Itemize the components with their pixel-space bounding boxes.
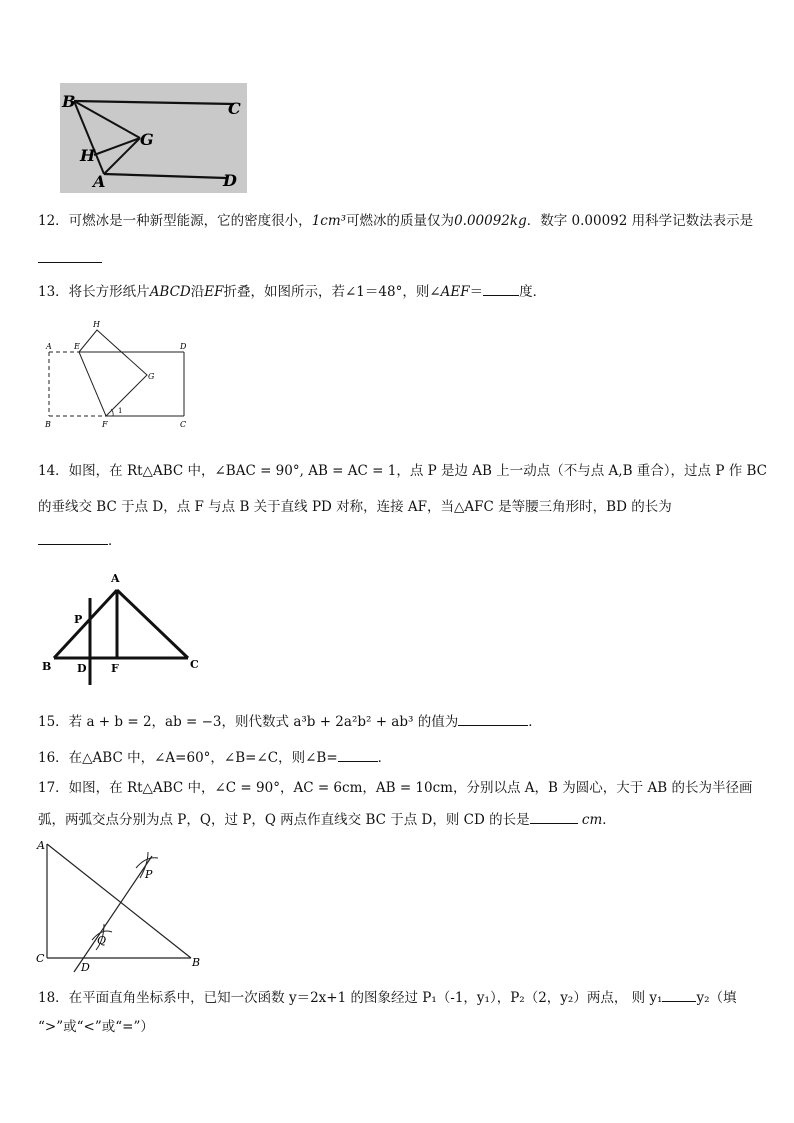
q17-label-b: B xyxy=(192,956,201,969)
q13-label-d: D xyxy=(180,342,187,351)
q14-answer-blank[interactable] xyxy=(38,530,108,545)
q14-line3 xyxy=(38,530,122,551)
q12-unit: 1cm³ xyxy=(311,213,347,229)
q14-line2: 的垂线交 BC 于点 D，点 F 与点 B 关于直线 PD 对称，连接 AF，当△AFC 是等腰三角形时，BD 的长为 xyxy=(38,499,672,515)
q13-text-a: 13．将长方形纸片 xyxy=(38,284,150,300)
q13-aef: AEF xyxy=(440,284,470,300)
q17-unit: cm xyxy=(581,812,603,828)
q14-label-p: P xyxy=(74,613,83,626)
q17-label-q: Q xyxy=(97,934,107,947)
q14-figure xyxy=(40,568,210,688)
q14-label-b: B xyxy=(42,660,52,673)
q13-label-e: E xyxy=(74,342,80,351)
q13-answer-blank[interactable] xyxy=(483,281,519,296)
q14-label-c: C xyxy=(190,658,199,671)
q12-text-b: 可燃冰的质量仅为 xyxy=(346,213,455,229)
q14-line1: 14．如图，在 Rt△ABC 中，∠BAC = 90°, AB = AC = 1，点 P 是边 AB 上一动点（不与点 A,B 重合），过点 P 作 BC xyxy=(38,463,767,479)
q17-line2 xyxy=(38,809,616,830)
q16-text: 16．在△ABC 中，∠A=60°，∠B=∠C，则∠B= xyxy=(38,750,338,766)
q11-label-d: D xyxy=(223,171,237,190)
q13-text-d: ＝ xyxy=(469,284,484,300)
q11-label-g: G xyxy=(140,130,154,149)
q14-label-f: F xyxy=(111,662,119,675)
q15-text: 15．若 a + b = 2，ab = −3，则代数式 a³b + 2a²b² + ab³ 的值为 xyxy=(38,714,459,730)
q17-answer-blank[interactable] xyxy=(530,809,578,824)
q12-text-a: 12．可燃冰是一种新型能源，它的密度很小， xyxy=(38,213,312,229)
q11-label-h: H xyxy=(80,146,96,165)
q17-end: ． xyxy=(602,812,616,828)
q12-line2 xyxy=(38,248,102,269)
q17-text: 弧，两弧交点分别为点 P，Q，过 P，Q 两点作直线交 BC 于点 D，则 CD 的长是 xyxy=(38,812,530,828)
q18-text-b: y₂（填 xyxy=(696,990,737,1006)
q17-label-a: A xyxy=(37,839,45,852)
q17-label-c: C xyxy=(36,952,45,965)
q16-answer-blank[interactable] xyxy=(338,747,378,762)
q16-end: ． xyxy=(377,750,392,766)
q14-end: ． xyxy=(108,533,122,549)
q13-label-c: C xyxy=(180,420,187,429)
q18-line1 xyxy=(38,987,737,1008)
q13-label-h: H xyxy=(93,320,100,329)
q11-label-b: B xyxy=(62,92,76,111)
q15-answer-blank[interactable] xyxy=(458,711,528,726)
q16-line xyxy=(38,747,391,768)
q13-label-a: A xyxy=(46,342,52,351)
q13-line xyxy=(38,281,546,302)
q18-line2: “>”或“<”或“=”） xyxy=(38,1019,154,1035)
q13-text-e: 度． xyxy=(519,284,547,300)
q18-text-a: 18．在平面直角坐标系中，已知一次函数 y＝2x+1 的图象经过 P₁（-1，y₁），P₂（2，y₂）两点， 则 y₁ xyxy=(38,990,663,1006)
q13-ef: EF xyxy=(204,284,224,300)
q11-label-c: C xyxy=(228,99,241,118)
q13-label-1: 1 xyxy=(118,407,123,415)
q12-line1 xyxy=(38,211,753,231)
q14-label-a: A xyxy=(111,572,120,585)
q11-figure-photo xyxy=(60,83,247,193)
q17-line1: 17．如图，在 Rt△ABC 中，∠C = 90°，AC = 6cm，AB = 10cm，分别以点 A，B 为圆心，大于 AB 的长为半径画 xyxy=(38,780,753,796)
q18-answer-blank[interactable] xyxy=(662,987,696,1002)
q13-label-g: G xyxy=(148,372,155,381)
q15-end: ． xyxy=(528,714,542,730)
q17-label-d: D xyxy=(81,961,90,974)
q13-label-b: B xyxy=(45,420,51,429)
q15-line xyxy=(38,711,542,732)
q13-label-f: F xyxy=(102,420,108,429)
q11-label-a: A xyxy=(93,172,106,191)
q13-text-c: 折叠，如图所示，若∠1＝48°，则∠ xyxy=(223,284,441,300)
q11-figure-drawing xyxy=(60,83,247,193)
q14-label-d: D xyxy=(77,662,87,675)
q12-answer-blank[interactable] xyxy=(38,248,102,263)
q13-figure xyxy=(40,316,190,431)
q17-figure xyxy=(34,836,214,976)
q13-abcd: ABCD xyxy=(149,284,191,300)
q17-label-p: P xyxy=(145,868,153,881)
q12-text-c: ．数字 0.00092 用科学记数法表示是 xyxy=(526,213,754,229)
q12-mass: 0.00092kg xyxy=(454,213,527,229)
q13-text-b: 沿 xyxy=(190,284,205,300)
